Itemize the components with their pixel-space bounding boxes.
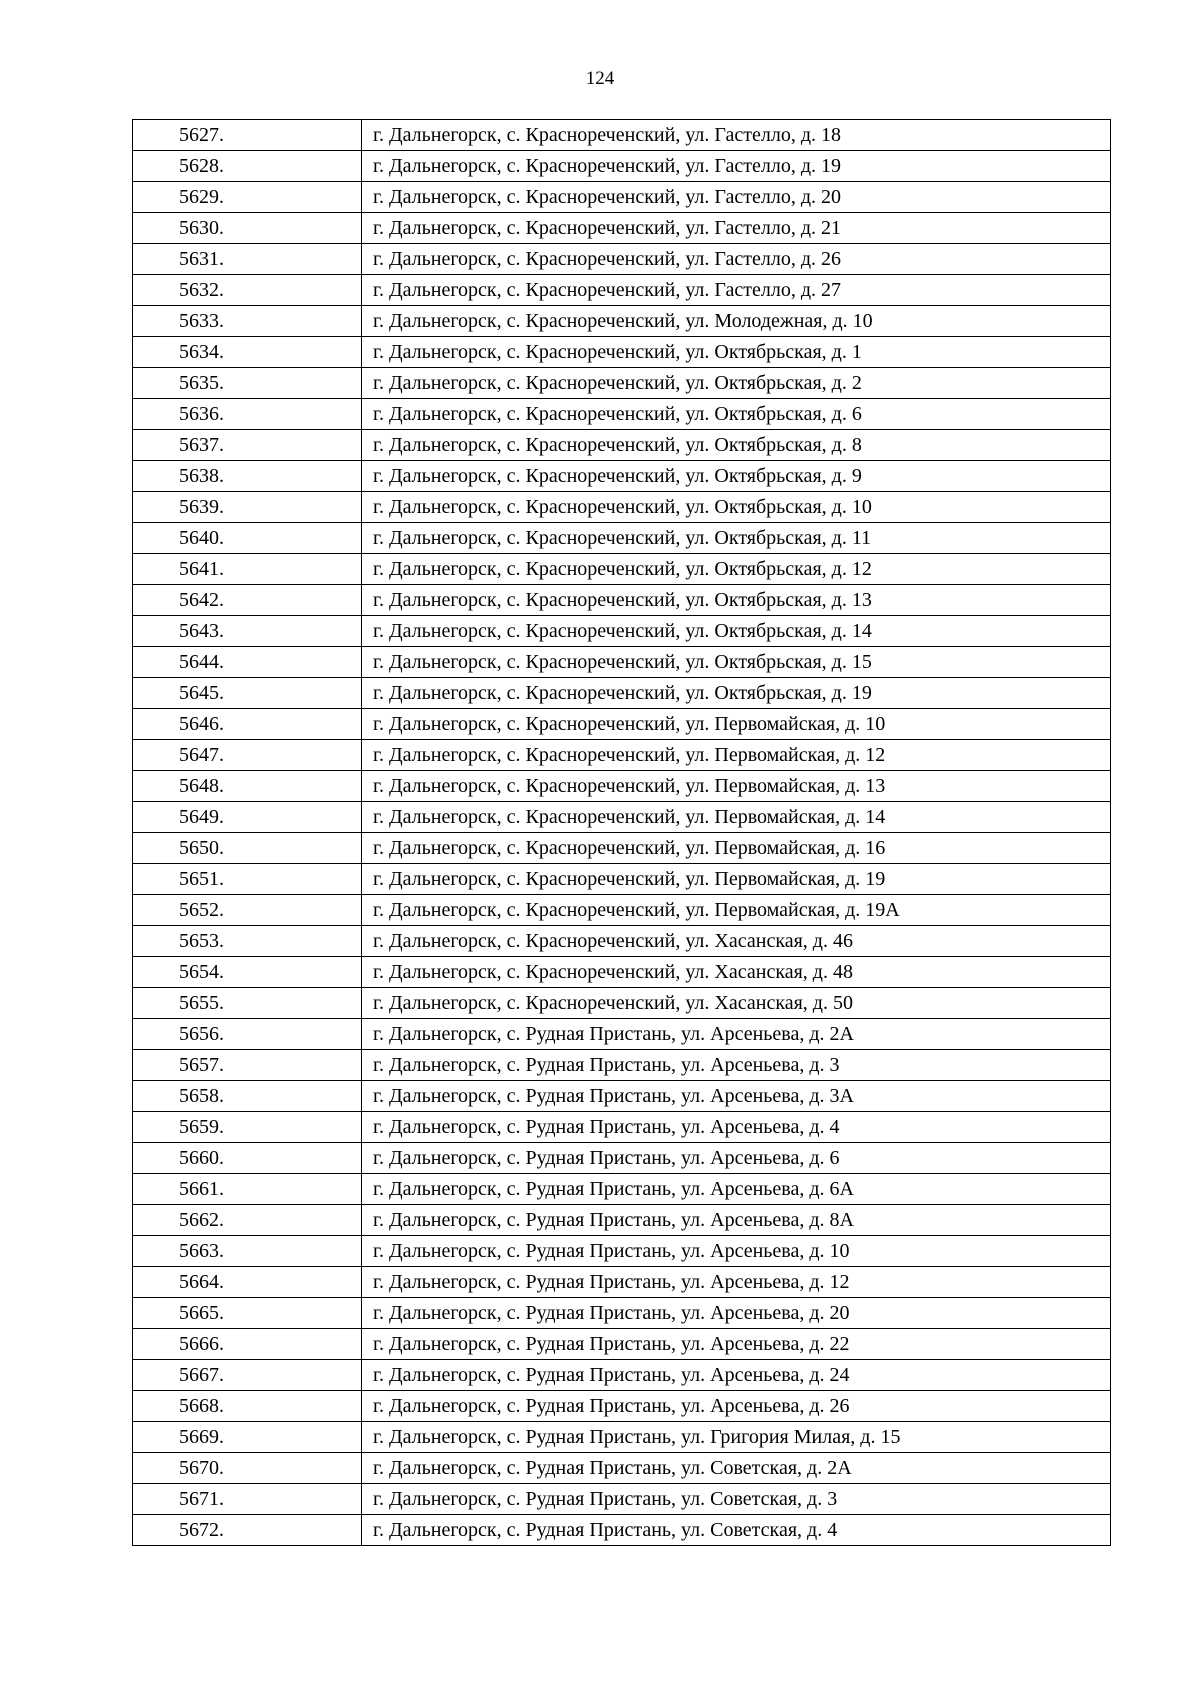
- table-row: [133, 1174, 1111, 1205]
- table-row: [133, 678, 1111, 709]
- table-row: [133, 554, 1111, 585]
- address-table: [132, 119, 1111, 1546]
- address-cell: г. Дальнегорск, с. Краснореченский, ул. Гастелло, д. 18: [362, 120, 1111, 151]
- row-number-cell: 5671.: [133, 1484, 362, 1515]
- row-number-cell: 5669.: [133, 1422, 362, 1453]
- address-cell: г. Дальнегорск, с. Краснореченский, ул. Октябрьская, д. 9: [362, 461, 1111, 492]
- address-cell: г. Дальнегорск, с. Краснореченский, ул. Октябрьская, д. 8: [362, 430, 1111, 461]
- table-row: [133, 306, 1111, 337]
- address-cell: г. Дальнегорск, с. Краснореченский, ул. Хасанская, д. 50: [362, 988, 1111, 1019]
- table-row: [133, 988, 1111, 1019]
- row-number-cell: 5670.: [133, 1453, 362, 1484]
- row-number-cell: 5650.: [133, 833, 362, 864]
- table-row: [133, 802, 1111, 833]
- table-row: [133, 709, 1111, 740]
- table-row: [133, 1019, 1111, 1050]
- address-cell: г. Дальнегорск, с. Краснореченский, ул. Первомайская, д. 12: [362, 740, 1111, 771]
- address-cell: г. Дальнегорск, с. Рудная Пристань, ул. Григория Милая, д. 15: [362, 1422, 1111, 1453]
- address-cell: г. Дальнегорск, с. Рудная Пристань, ул. Арсеньева, д. 6: [362, 1143, 1111, 1174]
- table-row: [133, 895, 1111, 926]
- table-row: [133, 399, 1111, 430]
- address-cell: г. Дальнегорск, с. Рудная Пристань, ул. Арсеньева, д. 26: [362, 1391, 1111, 1422]
- row-number-cell: 5638.: [133, 461, 362, 492]
- table-row: [133, 1515, 1111, 1546]
- table-row: [133, 151, 1111, 182]
- row-number-cell: 5629.: [133, 182, 362, 213]
- address-cell: г. Дальнегорск, с. Рудная Пристань, ул. Арсеньева, д. 4: [362, 1112, 1111, 1143]
- row-number-cell: 5644.: [133, 647, 362, 678]
- table-row: [133, 1298, 1111, 1329]
- row-number-cell: 5643.: [133, 616, 362, 647]
- table-row: [133, 275, 1111, 306]
- table-row: [133, 461, 1111, 492]
- address-cell: г. Дальнегорск, с. Рудная Пристань, ул. Арсеньева, д. 3А: [362, 1081, 1111, 1112]
- table-row: [133, 1143, 1111, 1174]
- address-cell: г. Дальнегорск, с. Краснореченский, ул. Гастелло, д. 19: [362, 151, 1111, 182]
- row-number-cell: 5639.: [133, 492, 362, 523]
- row-number-cell: 5645.: [133, 678, 362, 709]
- table-row: [133, 864, 1111, 895]
- address-cell: г. Дальнегорск, с. Краснореченский, ул. Гастелло, д. 20: [362, 182, 1111, 213]
- row-number-cell: 5667.: [133, 1360, 362, 1391]
- row-number-cell: 5666.: [133, 1329, 362, 1360]
- table-row: [133, 120, 1111, 151]
- row-number-cell: 5640.: [133, 523, 362, 554]
- address-cell: г. Дальнегорск, с. Краснореченский, ул. Первомайская, д. 19А: [362, 895, 1111, 926]
- table-row: [133, 771, 1111, 802]
- address-cell: г. Дальнегорск, с. Краснореченский, ул. Молодежная, д. 10: [362, 306, 1111, 337]
- address-cell: г. Дальнегорск, с. Рудная Пристань, ул. Арсеньева, д. 22: [362, 1329, 1111, 1360]
- address-cell: г. Дальнегорск, с. Рудная Пристань, ул. Арсеньева, д. 6А: [362, 1174, 1111, 1205]
- address-cell: г. Дальнегорск, с. Краснореченский, ул. Первомайская, д. 14: [362, 802, 1111, 833]
- address-table-body: [133, 120, 1111, 1546]
- address-cell: г. Дальнегорск, с. Рудная Пристань, ул. Арсеньева, д. 20: [362, 1298, 1111, 1329]
- address-cell: г. Дальнегорск, с. Рудная Пристань, ул. Арсеньева, д. 2А: [362, 1019, 1111, 1050]
- row-number-cell: 5655.: [133, 988, 362, 1019]
- row-number-cell: 5641.: [133, 554, 362, 585]
- address-cell: г. Дальнегорск, с. Рудная Пристань, ул. Арсеньева, д. 3: [362, 1050, 1111, 1081]
- row-number-cell: 5665.: [133, 1298, 362, 1329]
- table-row: [133, 1050, 1111, 1081]
- table-row: [133, 740, 1111, 771]
- row-number-cell: 5631.: [133, 244, 362, 275]
- row-number-cell: 5652.: [133, 895, 362, 926]
- row-number-cell: 5633.: [133, 306, 362, 337]
- table-row: [133, 1422, 1111, 1453]
- row-number-cell: 5654.: [133, 957, 362, 988]
- table-row: [133, 926, 1111, 957]
- address-cell: г. Дальнегорск, с. Краснореченский, ул. Гастелло, д. 21: [362, 213, 1111, 244]
- address-cell: г. Дальнегорск, с. Краснореченский, ул. Октябрьская, д. 14: [362, 616, 1111, 647]
- table-row: [133, 213, 1111, 244]
- address-cell: г. Дальнегорск, с. Краснореченский, ул. Гастелло, д. 26: [362, 244, 1111, 275]
- row-number-cell: 5635.: [133, 368, 362, 399]
- address-cell: г. Дальнегорск, с. Краснореченский, ул. Октябрьская, д. 19: [362, 678, 1111, 709]
- address-cell: г. Дальнегорск, с. Краснореченский, ул. Хасанская, д. 48: [362, 957, 1111, 988]
- address-cell: г. Дальнегорск, с. Краснореченский, ул. Хасанская, д. 46: [362, 926, 1111, 957]
- address-cell: г. Дальнегорск, с. Краснореченский, ул. Первомайская, д. 10: [362, 709, 1111, 740]
- table-row: [133, 1360, 1111, 1391]
- table-row: [133, 585, 1111, 616]
- address-cell: г. Дальнегорск, с. Краснореченский, ул. Октябрьская, д. 1: [362, 337, 1111, 368]
- table-row: [133, 1267, 1111, 1298]
- address-cell: г. Дальнегорск, с. Краснореченский, ул. Октябрьская, д. 11: [362, 523, 1111, 554]
- address-cell: г. Дальнегорск, с. Рудная Пристань, ул. Арсеньева, д. 8А: [362, 1205, 1111, 1236]
- row-number-cell: 5634.: [133, 337, 362, 368]
- table-row: [133, 1484, 1111, 1515]
- table-row: [133, 1391, 1111, 1422]
- row-number-cell: 5663.: [133, 1236, 362, 1267]
- row-number-cell: 5659.: [133, 1112, 362, 1143]
- row-number-cell: 5628.: [133, 151, 362, 182]
- table-row: [133, 616, 1111, 647]
- table-row: [133, 368, 1111, 399]
- address-cell: г. Дальнегорск, с. Краснореченский, ул. Октябрьская, д. 13: [362, 585, 1111, 616]
- table-row: [133, 1112, 1111, 1143]
- address-cell: г. Дальнегорск, с. Рудная Пристань, ул. Советская, д. 3: [362, 1484, 1111, 1515]
- table-row: [133, 1329, 1111, 1360]
- row-number-cell: 5664.: [133, 1267, 362, 1298]
- table-row: [133, 1453, 1111, 1484]
- row-number-cell: 5649.: [133, 802, 362, 833]
- table-row: [133, 244, 1111, 275]
- row-number-cell: 5660.: [133, 1143, 362, 1174]
- address-cell: г. Дальнегорск, с. Рудная Пристань, ул. Советская, д. 4: [362, 1515, 1111, 1546]
- row-number-cell: 5657.: [133, 1050, 362, 1081]
- address-cell: г. Дальнегорск, с. Краснореченский, ул. Первомайская, д. 19: [362, 864, 1111, 895]
- table-row: [133, 182, 1111, 213]
- address-cell: г. Дальнегорск, с. Краснореченский, ул. Первомайская, д. 13: [362, 771, 1111, 802]
- address-cell: г. Дальнегорск, с. Рудная Пристань, ул. Арсеньева, д. 10: [362, 1236, 1111, 1267]
- row-number-cell: 5653.: [133, 926, 362, 957]
- address-cell: г. Дальнегорск, с. Краснореченский, ул. Октябрьская, д. 2: [362, 368, 1111, 399]
- address-cell: г. Дальнегорск, с. Рудная Пристань, ул. Арсеньева, д. 12: [362, 1267, 1111, 1298]
- row-number-cell: 5668.: [133, 1391, 362, 1422]
- row-number-cell: 5672.: [133, 1515, 362, 1546]
- address-cell: г. Дальнегорск, с. Рудная Пристань, ул. Арсеньева, д. 24: [362, 1360, 1111, 1391]
- table-row: [133, 523, 1111, 554]
- row-number-cell: 5632.: [133, 275, 362, 306]
- row-number-cell: 5627.: [133, 120, 362, 151]
- row-number-cell: 5648.: [133, 771, 362, 802]
- table-row: [133, 647, 1111, 678]
- row-number-cell: 5646.: [133, 709, 362, 740]
- table-row: [133, 1205, 1111, 1236]
- table-row: [133, 957, 1111, 988]
- page-number: 124: [585, 68, 615, 89]
- address-cell: г. Дальнегорск, с. Рудная Пристань, ул. Советская, д. 2А: [362, 1453, 1111, 1484]
- table-row: [133, 430, 1111, 461]
- row-number-cell: 5636.: [133, 399, 362, 430]
- row-number-cell: 5661.: [133, 1174, 362, 1205]
- table-row: [133, 492, 1111, 523]
- table-row: [133, 833, 1111, 864]
- address-cell: г. Дальнегорск, с. Краснореченский, ул. Октябрьская, д. 10: [362, 492, 1111, 523]
- address-cell: г. Дальнегорск, с. Краснореченский, ул. Первомайская, д. 16: [362, 833, 1111, 864]
- row-number-cell: 5651.: [133, 864, 362, 895]
- table-row: [133, 1081, 1111, 1112]
- row-number-cell: 5630.: [133, 213, 362, 244]
- address-cell: г. Дальнегорск, с. Краснореченский, ул. Октябрьская, д. 15: [362, 647, 1111, 678]
- row-number-cell: 5662.: [133, 1205, 362, 1236]
- table-row: [133, 337, 1111, 368]
- row-number-cell: 5656.: [133, 1019, 362, 1050]
- address-cell: г. Дальнегорск, с. Краснореченский, ул. Октябрьская, д. 12: [362, 554, 1111, 585]
- row-number-cell: 5658.: [133, 1081, 362, 1112]
- row-number-cell: 5647.: [133, 740, 362, 771]
- table-row: [133, 1236, 1111, 1267]
- address-cell: г. Дальнегорск, с. Краснореченский, ул. Октябрьская, д. 6: [362, 399, 1111, 430]
- row-number-cell: 5637.: [133, 430, 362, 461]
- row-number-cell: 5642.: [133, 585, 362, 616]
- address-cell: г. Дальнегорск, с. Краснореченский, ул. Гастелло, д. 27: [362, 275, 1111, 306]
